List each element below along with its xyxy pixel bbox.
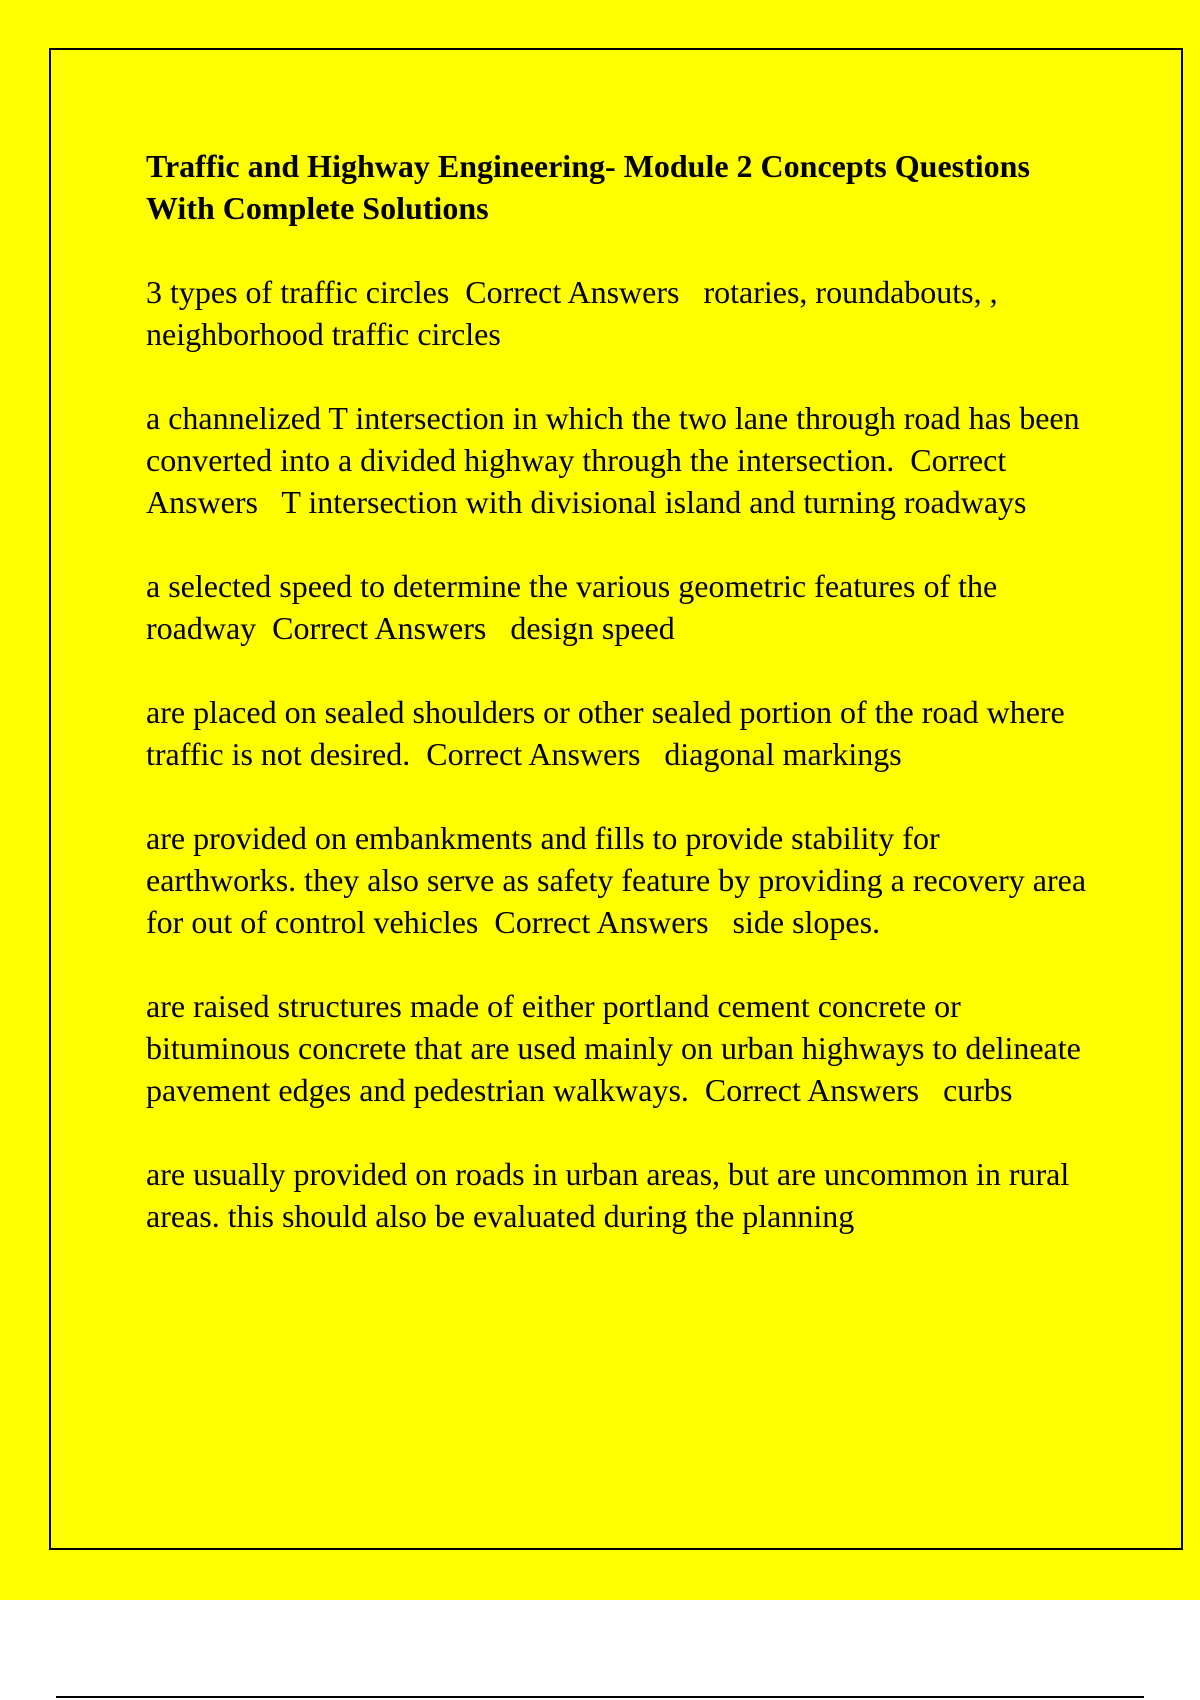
answer-label: Correct Answers <box>494 904 709 940</box>
answer-text: side slopes. <box>732 904 881 940</box>
qa-entry-truncated: are usually provided on roads in urban areas, but are uncommon in rural areas. this should also be evaluated during the planning <box>146 1156 1078 1234</box>
answer-label: Correct Answers <box>465 274 680 310</box>
document-content <box>146 145 1096 1279</box>
qa-entry <box>146 691 1096 775</box>
answer-label: Correct Answers <box>272 610 487 646</box>
question-text: are raised structures made of either portland cement concrete or bituminous concrete that are used mainly on urban highways to delineate pavement edges and pedestrian walkways. <box>146 988 1089 1108</box>
footer-rule <box>56 1696 1144 1698</box>
answer-label: Correct Answers <box>146 442 1013 520</box>
question-text: a channelized T intersection in which the two lane through road has been converted into a divided highway through the intersection. <box>146 400 1088 478</box>
document-title: Traffic and Highway Engineering- Module 2 Concepts Questions With Complete Solutions <box>146 148 1030 226</box>
qa-entry <box>146 985 1096 1111</box>
answer-text: rotaries, roundabouts, , neighborhood traffic circles <box>146 274 1006 352</box>
qa-entry <box>146 271 1096 355</box>
question-text: a selected speed to determine the various geometric features of the roadway <box>146 568 1006 646</box>
answer-label: Correct Answers <box>426 736 641 772</box>
answer-text: T intersection with divisional island and turning roadways <box>281 484 1027 520</box>
answer-text: diagonal markings <box>664 736 902 772</box>
qa-entry <box>146 397 1096 523</box>
question-text: 3 types of traffic circles <box>146 274 450 310</box>
answer-text: design speed <box>510 610 675 646</box>
qa-entry <box>146 565 1096 649</box>
answer-label: Correct Answers <box>704 1072 920 1108</box>
answer-text: curbs <box>943 1072 1013 1108</box>
question-text: are provided on embankments and fills to provide stability for earthworks. they also serve as safety feature by providing a recovery area for out of control vehicles <box>146 820 1095 940</box>
qa-entry <box>146 817 1096 943</box>
question-text: are placed on sealed shoulders or other sealed portion of the road where traffic is not desired. <box>146 694 1073 772</box>
